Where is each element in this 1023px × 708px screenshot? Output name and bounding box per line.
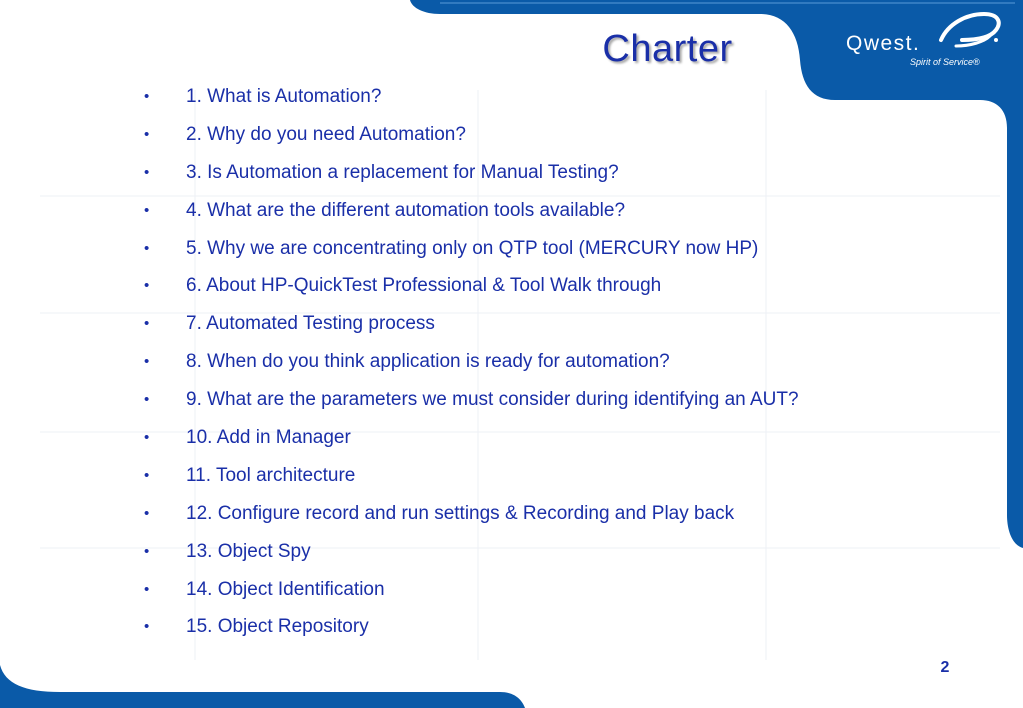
bullet-icon: • bbox=[144, 201, 150, 219]
list-item-text: 2. Why do you need Automation? bbox=[186, 123, 466, 145]
bullet-icon: • bbox=[144, 504, 150, 522]
bullet-icon: • bbox=[144, 618, 150, 636]
list-item-text: 12. Configure record and run settings & Recording and Play back bbox=[186, 502, 735, 524]
list-item-text: 15. Object Repository bbox=[186, 616, 369, 638]
bullet-icon: • bbox=[144, 466, 150, 484]
bullet-icon: • bbox=[144, 315, 150, 333]
list-item-text: 14. Object Identification bbox=[186, 578, 385, 600]
list-item-text: 7. Automated Testing process bbox=[186, 313, 435, 335]
page-number: 2 bbox=[940, 659, 950, 676]
list-item-text: 3. Is Automation a replacement for Manual Testing? bbox=[186, 161, 619, 183]
logo-wordmark: Qwest. bbox=[846, 32, 921, 55]
slide-title: Charter bbox=[602, 28, 733, 70]
bullet-icon: • bbox=[144, 429, 150, 447]
bullet-icon: • bbox=[144, 88, 150, 105]
list-item-text: 6. About HP-QuickTest Professional & Tool Walk through bbox=[186, 275, 662, 297]
logo-tagline: Spirit of Service® bbox=[910, 57, 980, 67]
bullet-icon: • bbox=[144, 277, 150, 295]
bullet-icon: • bbox=[144, 163, 150, 181]
bullet-icon: • bbox=[144, 580, 150, 598]
list-item-text: 1. What is Automation? bbox=[186, 86, 382, 107]
list-item-text: 10. Add in Manager bbox=[186, 427, 351, 449]
list-item-text: 8. When do you think application is ready for automation? bbox=[186, 351, 670, 373]
bullet-icon: • bbox=[144, 353, 150, 371]
list-item-text: 13. Object Spy bbox=[186, 540, 311, 562]
list-item-text: 4. What are the different automation tools available? bbox=[186, 199, 626, 221]
list-item-text: 5. Why we are concentrating only on QTP tool (MERCURY now HP) bbox=[186, 237, 759, 259]
bullet-icon: • bbox=[144, 391, 150, 409]
bullet-icon: • bbox=[144, 125, 150, 143]
bullet-icon: • bbox=[144, 239, 150, 257]
list-item-text: 11. Tool architecture bbox=[186, 464, 356, 486]
bullet-icon: • bbox=[144, 542, 150, 560]
list-item-text: 9. What are the parameters we must consider during identifying an AUT? bbox=[186, 389, 799, 411]
qwest-logo bbox=[838, 10, 1008, 70]
